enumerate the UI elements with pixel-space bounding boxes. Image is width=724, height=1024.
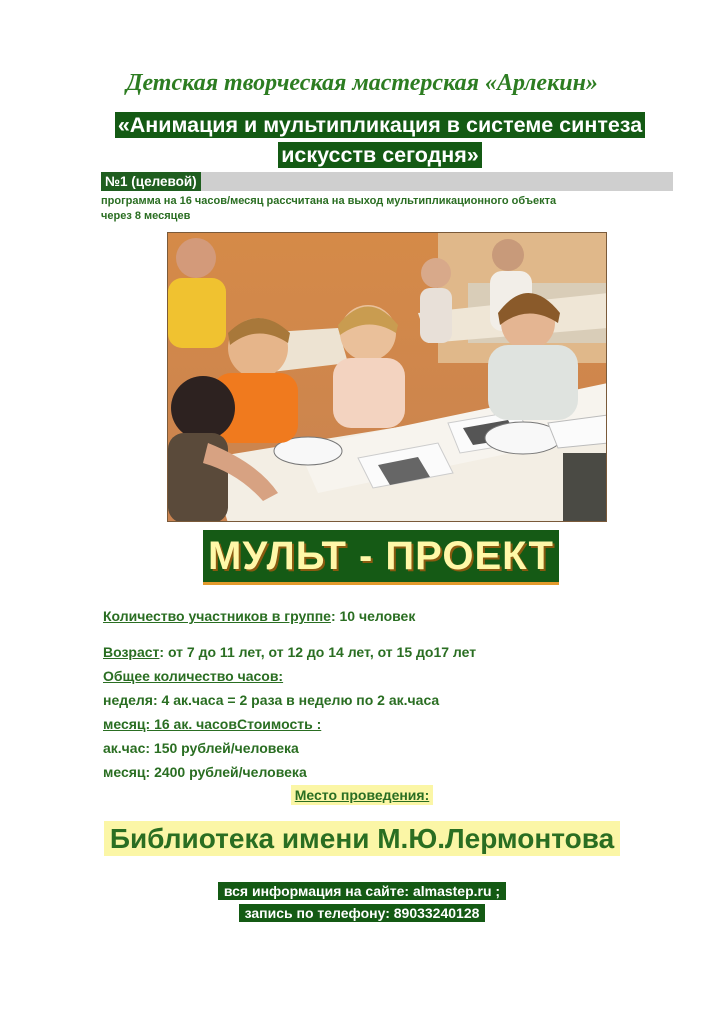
participants-line — [103, 608, 415, 624]
price-per-month: месяц: 2400 рублей/человека — [103, 764, 307, 780]
venue-label — [0, 787, 724, 803]
venue-name-text: Библиотека имени М.Ю.Лермонтова — [104, 821, 620, 856]
page-subtitle — [110, 110, 650, 170]
age-value: : от 7 до 11 лет, от 12 до 14 лет, от 15 до17 лет — [159, 644, 477, 660]
workshop-photo — [167, 232, 607, 522]
subtitle-text: «Анимация и мультипликация в системе синтеза искусств сегодня» — [115, 112, 645, 168]
venue-label-text: Место проведения: — [291, 785, 434, 805]
participants-value: : 10 человек — [330, 608, 416, 624]
hours-label: Общее количество часов: — [103, 668, 284, 684]
age-label: Возраст — [103, 644, 160, 660]
program-description-line: программа на 16 часов/месяц рассчитана на выход мультипликационного объекта — [101, 195, 557, 207]
program-description — [101, 194, 661, 224]
month-hours-and-cost-label: месяц: 16 ак. часовСтоимость : — [103, 716, 322, 732]
contact-phone: запись по телефону: 89033240128 — [239, 904, 486, 922]
age-line — [103, 644, 476, 660]
venue-name — [0, 823, 724, 855]
project-banner: МУЛЬТ - ПРОЕКТ — [203, 530, 559, 585]
page-title: Детская творческая мастерская «Арлекин» — [126, 70, 598, 96]
contacts — [0, 880, 724, 924]
program-description-line: через 8 месяцев — [101, 210, 191, 222]
participants-label: Количество участников в группе — [103, 608, 331, 624]
price-per-hour: ак.час: 150 рублей/человека — [103, 740, 299, 756]
week-hours: неделя: 4 ак.часа = 2 раза в неделю по 2 ак.часа — [103, 692, 440, 708]
program-number-bar — [101, 172, 673, 191]
contact-site: вся информация на сайте: almastep.ru ; — [218, 882, 506, 900]
children-drawing-photo-illustration — [168, 233, 607, 522]
program-number: №1 (целевой) — [101, 172, 201, 191]
